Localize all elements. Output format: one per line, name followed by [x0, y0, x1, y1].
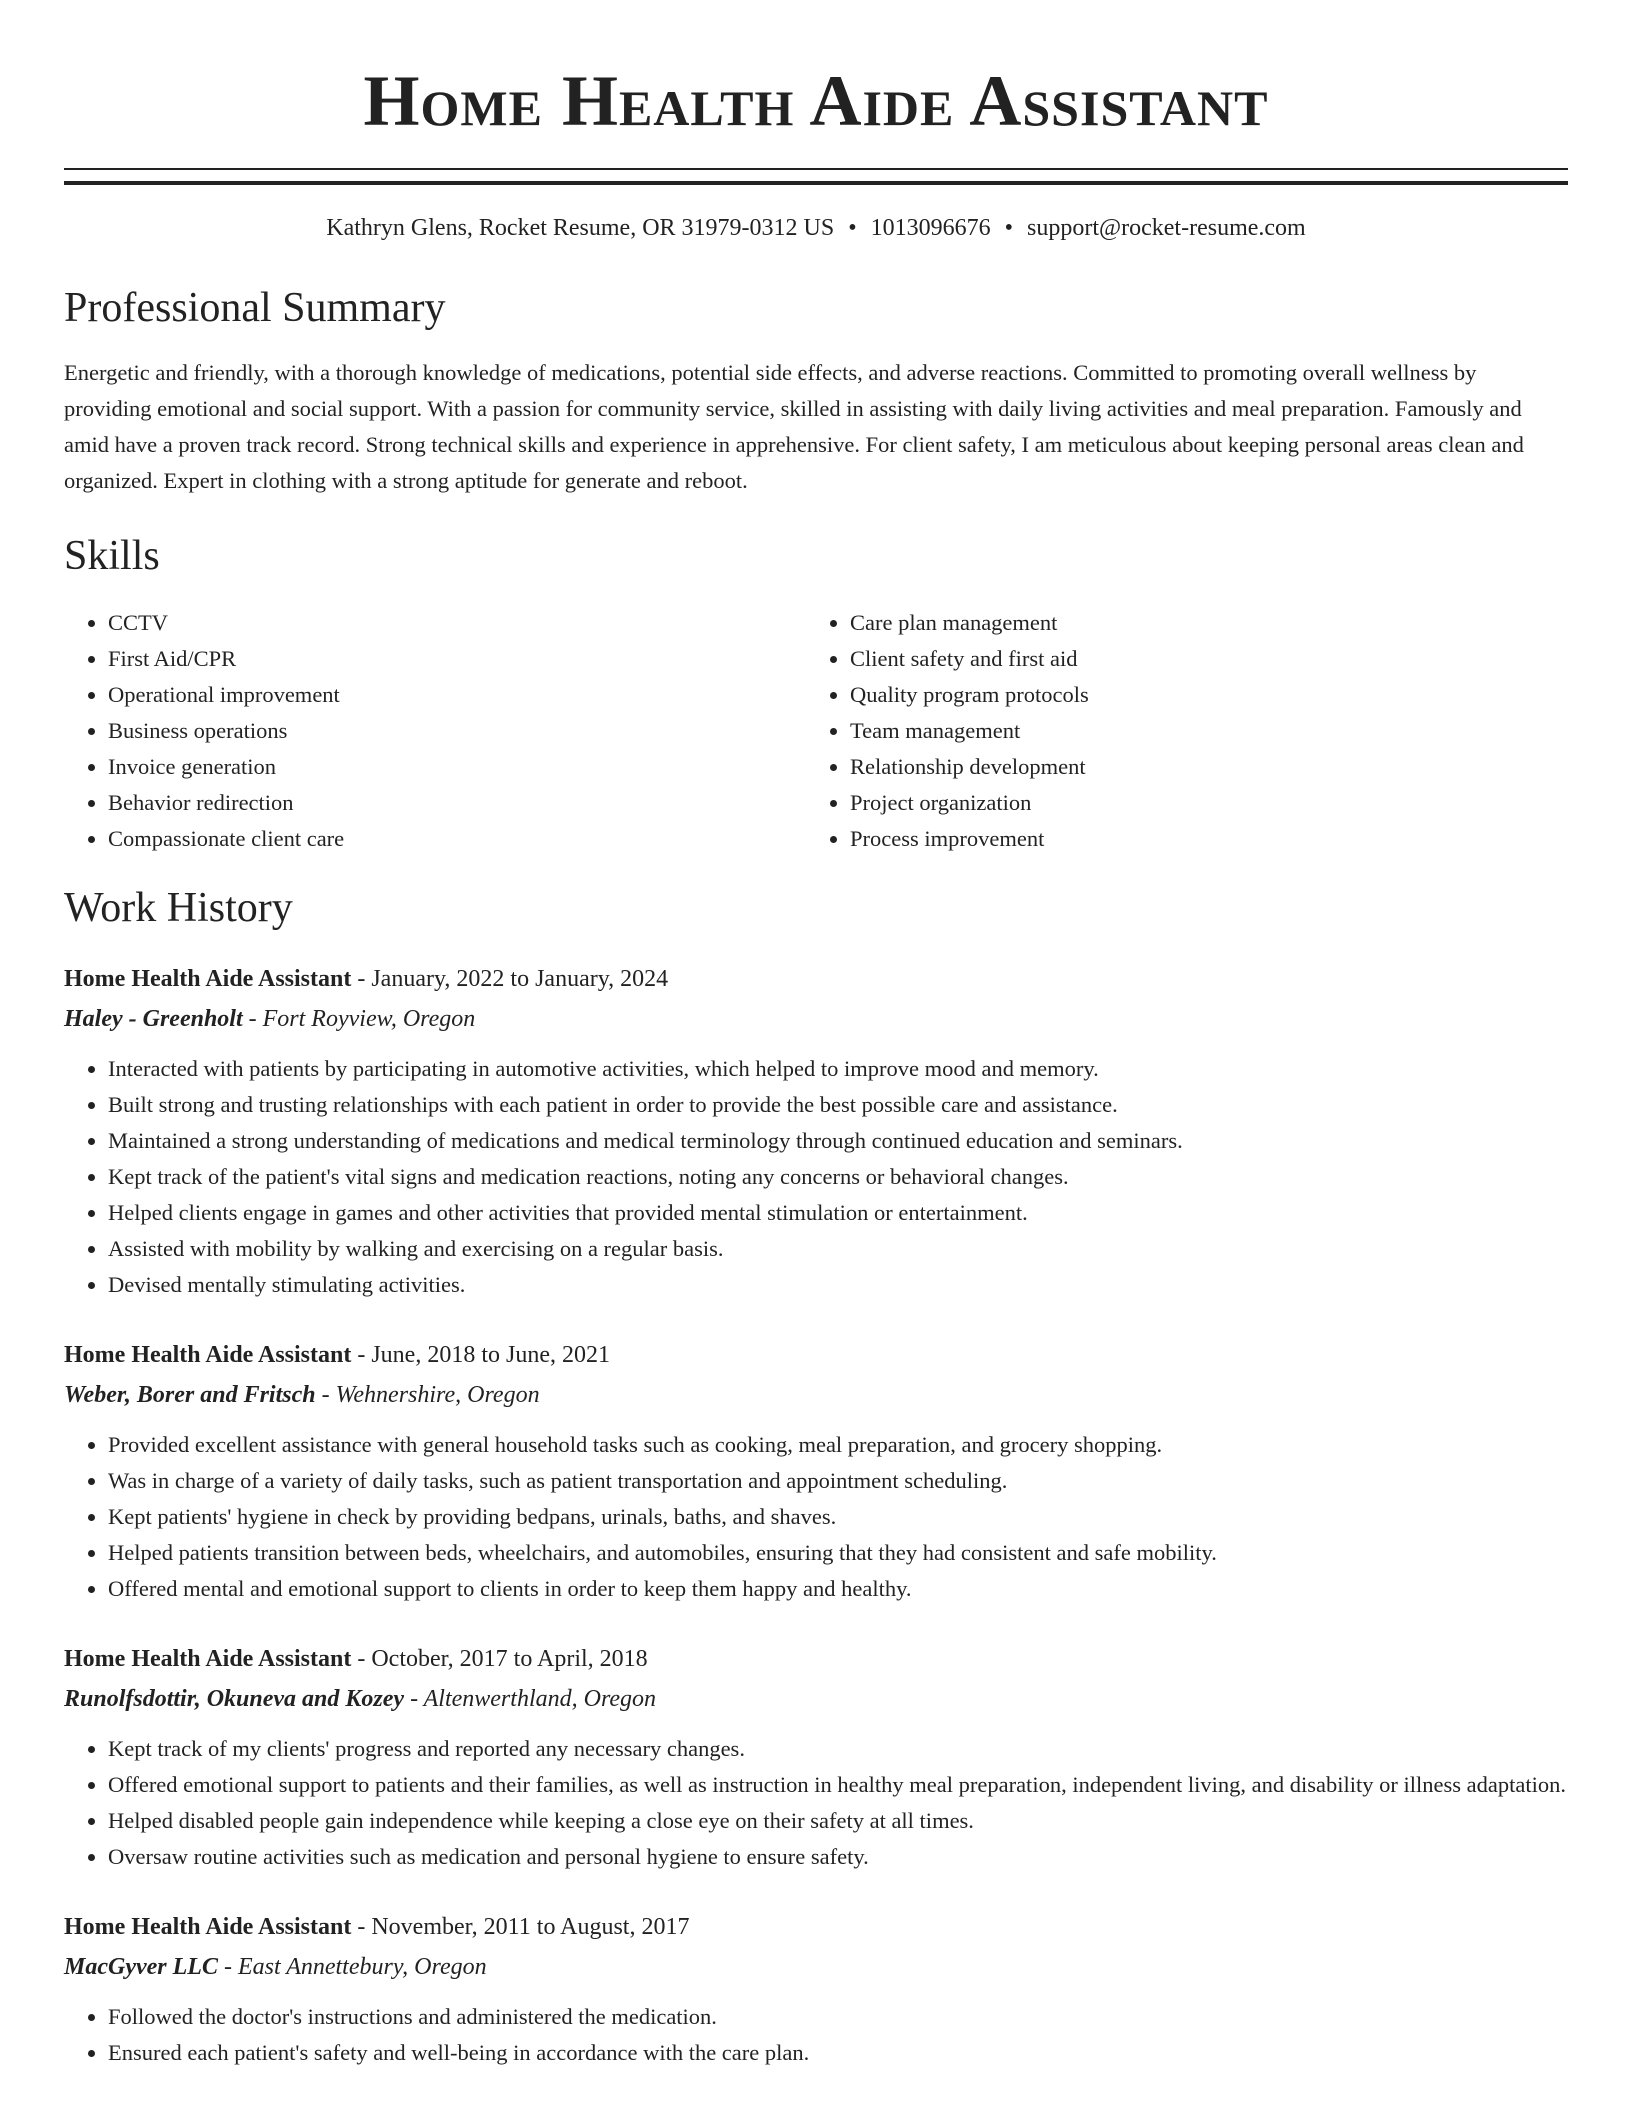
skill-item: • Process improvement	[850, 821, 1548, 857]
skill-item: • Invoice generation	[108, 749, 806, 785]
job-title: Home Health Aide Assistant	[64, 1914, 352, 1940]
job-employer: Runolfsdottir, Okuneva and Kozey - Altenwerthland, Oregon	[64, 1686, 657, 1712]
job-duty: • Kept track of my clients' progress and reported any necessary changes.	[108, 1731, 1568, 1767]
job-employer: MacGyver LLC - East Annettebury, Oregon	[64, 1954, 487, 1980]
job-duty: • Helped clients engage in games and other activities that provided mental stimulation or entertainment.	[108, 1195, 1568, 1231]
job-entry	[64, 1639, 1568, 1875]
job-duty: • Devised mentally stimulating activities.	[108, 1267, 1568, 1303]
job-duty: • Helped patients transition between beds, wheelchairs, and automobiles, ensuring that they had consistent and safe mobility.	[108, 1535, 1568, 1571]
summary-text: Energetic and friendly, with a thorough knowledge of medications, potential side effects, and adverse reactions. Committed to promoting overall wellness by providing emotional and social support. With a passion for community service, skilled in assisting with daily living activities and meal preparation. Famously and amid have a proven track record. Strong technical skills and experience in apprehensive. For client safety, I am meticulous about keeping personal areas clean and organized. Expert in clothing with a strong aptitude for generate and reboot.	[64, 360, 1524, 493]
skill-item: • Team management	[850, 713, 1548, 749]
skill-item: • Business operations	[108, 713, 806, 749]
job-employer: Haley - Greenholt - Fort Royview, Oregon	[64, 1006, 476, 1032]
job-header: Home Health Aide Assistant - January, 2022 to January, 2024	[64, 966, 669, 992]
job-duty: • Kept track of the patient's vital signs and medication reactions, noting any concerns or behavioral changes.	[108, 1159, 1568, 1195]
skill-item: • Compassionate client care	[108, 821, 806, 857]
job-title: Home Health Aide Assistant	[64, 1646, 352, 1672]
job-company: MacGyver LLC	[64, 1954, 218, 1980]
skills-list-left	[64, 605, 806, 857]
job-entry	[64, 1907, 1568, 2071]
job-duties	[64, 1427, 1568, 1607]
job-duty: • Built strong and trusting relationships with each patient in order to provide the best possible care and assistance.	[108, 1087, 1568, 1123]
skill-item: • Client safety and first aid	[850, 641, 1548, 677]
job-duty: • Offered emotional support to patients and their families, as well as instruction in healthy meal preparation, independent living, and disability or illness adaptation.	[108, 1767, 1568, 1803]
job-location: Wehnershire, Oregon	[335, 1382, 540, 1408]
job-title: Home Health Aide Assistant	[64, 1342, 352, 1368]
job-location: East Annettebury, Oregon	[237, 1954, 487, 1980]
summary-heading: Professional Summary	[64, 285, 446, 331]
job-title: Home Health Aide Assistant	[64, 966, 352, 992]
job-location: Altenwerthland, Oregon	[423, 1686, 657, 1712]
skill-item: • Care plan management	[850, 605, 1548, 641]
skill-item: • Quality program protocols	[850, 677, 1548, 713]
job-dates: October, 2017 to April, 2018	[371, 1646, 648, 1672]
skills-heading: Skills	[64, 533, 160, 579]
header-divider	[64, 168, 1568, 185]
job-duties	[64, 1051, 1568, 1303]
job-duty: • Provided excellent assistance with general household tasks such as cooking, meal preparation, and grocery shopping.	[108, 1427, 1568, 1463]
skill-item: • Project organization	[850, 785, 1548, 821]
skill-item: • Relationship development	[850, 749, 1548, 785]
skill-item: • CCTV	[108, 605, 806, 641]
job-dates: January, 2022 to January, 2024	[371, 966, 669, 992]
skill-item: • First Aid/CPR	[108, 641, 806, 677]
job-duty: • Maintained a strong understanding of medications and medical terminology through continued education and seminars.	[108, 1123, 1568, 1159]
job-duty: • Helped disabled people gain independence while keeping a close eye on their safety at all times.	[108, 1803, 1568, 1839]
contact-separator: •	[1004, 215, 1014, 241]
job-header: Home Health Aide Assistant - November, 2011 to August, 2017	[64, 1914, 690, 1940]
contact-email: support@rocket-resume.com	[1027, 215, 1306, 241]
skill-item: • Operational improvement	[108, 677, 806, 713]
candidate-name: Home Health Aide Assistant	[363, 61, 1269, 141]
contact-separator: •	[848, 215, 857, 241]
job-duty: • Kept patients' hygiene in check by providing bedpans, urinals, baths, and shaves.	[108, 1499, 1568, 1535]
job-duties	[64, 1999, 1568, 2071]
job-company: Runolfsdottir, Okuneva and Kozey	[64, 1686, 405, 1712]
contact-line	[64, 213, 1568, 243]
contact-address: Kathryn Glens, Rocket Resume, OR 31979-0312 US	[326, 215, 835, 241]
job-duties	[64, 1731, 1568, 1875]
job-duty: • Oversaw routine activities such as medication and personal hygiene to ensure safety.	[108, 1839, 1568, 1875]
job-header: Home Health Aide Assistant - June, 2018 to June, 2021	[64, 1342, 610, 1368]
job-header: Home Health Aide Assistant - October, 2017 to April, 2018	[64, 1646, 648, 1672]
job-dates: June, 2018 to June, 2021	[371, 1342, 610, 1368]
job-duty: • Offered mental and emotional support to clients in order to keep them happy and healthy.	[108, 1571, 1568, 1607]
job-duty: • Assisted with mobility by walking and exercising on a regular basis.	[108, 1231, 1568, 1267]
job-entry	[64, 959, 1568, 1303]
job-duty: • Was in charge of a variety of daily tasks, such as patient transportation and appointment scheduling.	[108, 1463, 1568, 1499]
skills-list-right	[806, 605, 1548, 857]
job-duty: • Ensured each patient's safety and well-being in accordance with the care plan.	[108, 2035, 1568, 2071]
job-entry	[64, 1335, 1568, 1607]
job-location: Fort Royview, Oregon	[262, 1006, 476, 1032]
job-dates: November, 2011 to August, 2017	[371, 1914, 690, 1940]
job-company: Haley - Greenholt	[64, 1006, 243, 1032]
job-employer: Weber, Borer and Fritsch - Wehnershire, Oregon	[64, 1382, 540, 1408]
skill-item: • Behavior redirection	[108, 785, 806, 821]
job-duty: • Followed the doctor's instructions and administered the medication.	[108, 1999, 1568, 2035]
work-history-heading: Work History	[64, 885, 293, 931]
contact-phone: 1013096676	[870, 215, 991, 241]
job-company: Weber, Borer and Fritsch	[64, 1382, 316, 1408]
job-duty: • Interacted with patients by participating in automotive activities, which helped to improve mood and memory.	[108, 1051, 1568, 1087]
skills-columns	[64, 605, 1568, 857]
